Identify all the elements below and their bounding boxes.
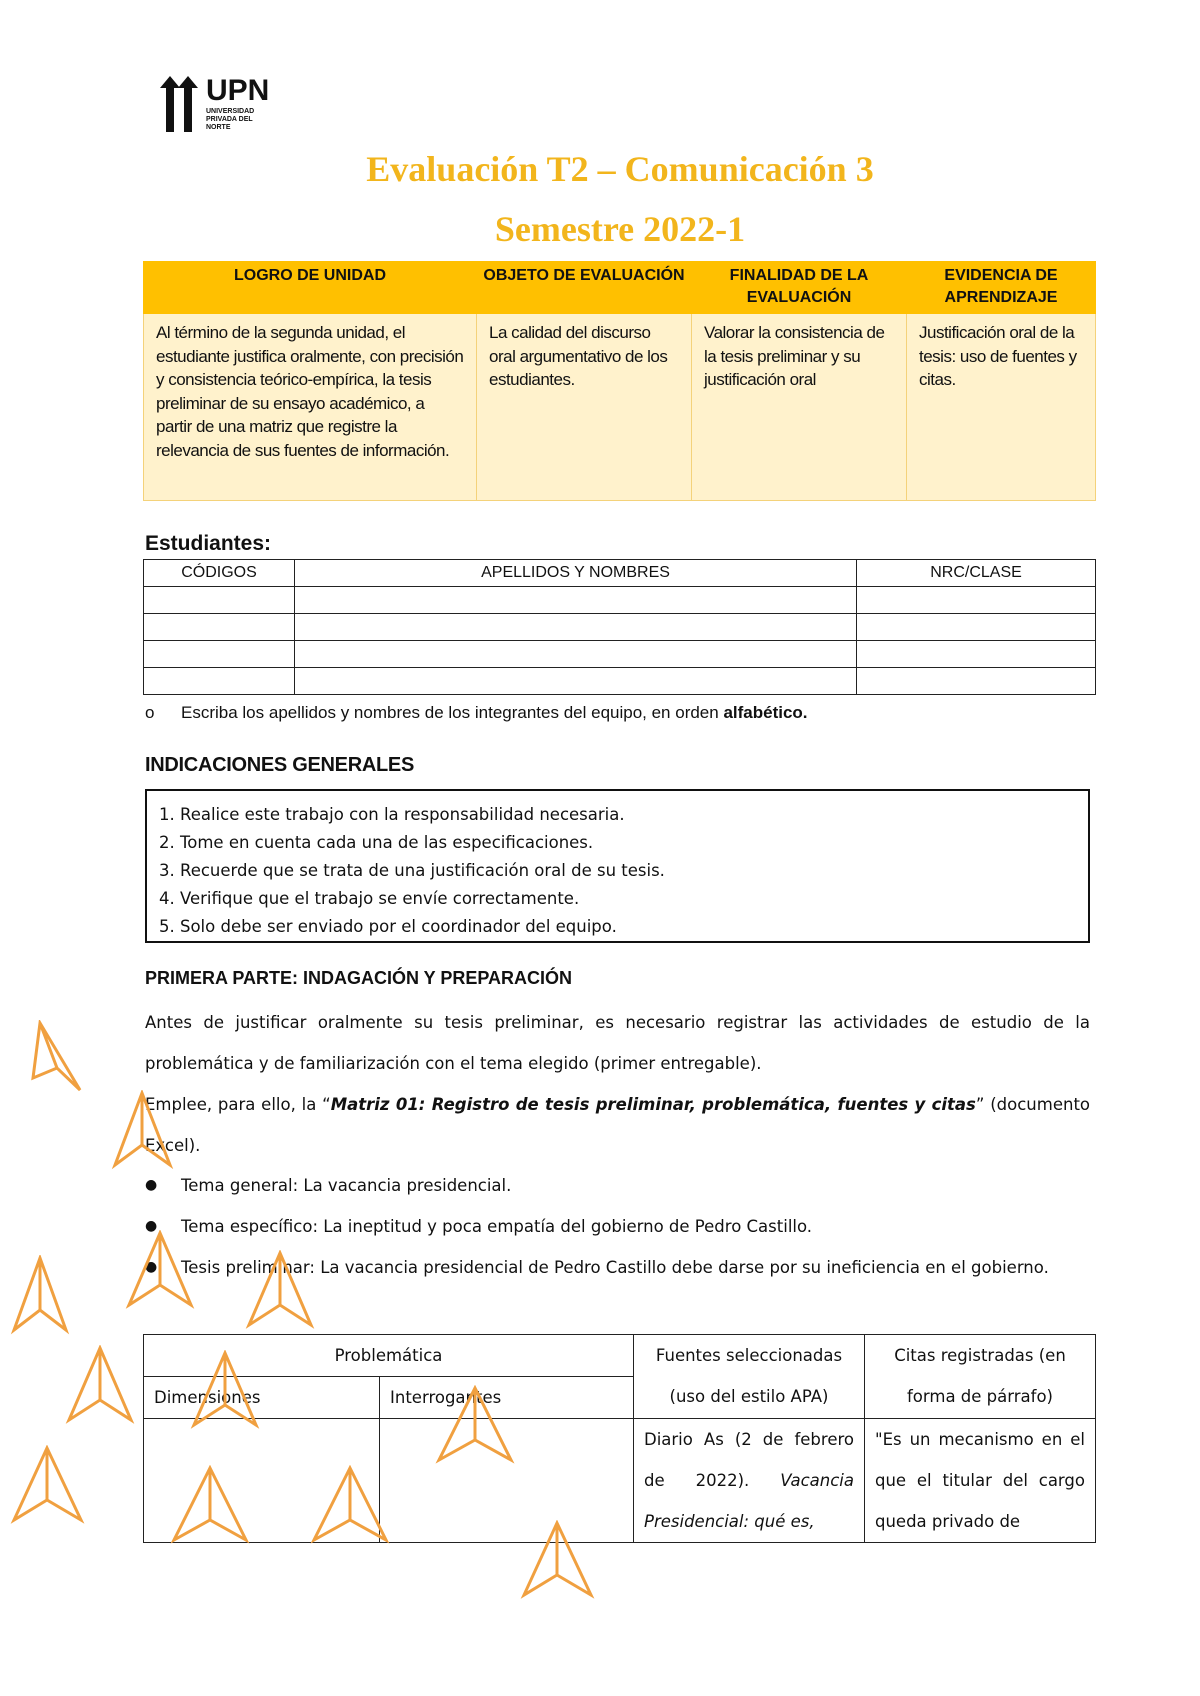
logro-header: LOGRO DE UNIDAD xyxy=(144,262,477,314)
students-note xyxy=(145,703,808,723)
list-item xyxy=(145,1206,1090,1247)
triangle-arrow-icon xyxy=(110,1090,175,1170)
indicaciones-box xyxy=(145,789,1090,943)
citas-header: Citas registradas (en forma de párrafo) xyxy=(865,1335,1096,1419)
codigo-cell[interactable] xyxy=(144,587,295,614)
triangle-arrow-icon xyxy=(435,1385,515,1465)
logro-table xyxy=(143,261,1096,501)
triangle-arrow-icon xyxy=(245,1250,315,1330)
nrc-cell[interactable] xyxy=(857,668,1096,695)
bullet-text: La vacancia presidencial. xyxy=(298,1176,512,1195)
evidencia-header: EVIDENCIA DE APRENDIZAJE xyxy=(907,262,1096,314)
triangle-arrow-icon xyxy=(30,1020,85,1095)
matriz-name: Matriz 01: Registro de tesis preliminar, problemática, fuentes y citas xyxy=(330,1095,976,1114)
objeto-cell: La calidad del discurso oral argumentativo de los estudiantes. xyxy=(477,314,692,501)
emplee-paragraph xyxy=(145,1084,1090,1166)
logo-subtitle: UNIVERSIDAD PRIVADA DEL NORTE xyxy=(206,108,255,131)
triangle-arrow-icon xyxy=(520,1520,595,1600)
students-table xyxy=(143,559,1096,695)
emplee-pre: Emplee, para ello, la “ xyxy=(145,1095,331,1114)
list-item: 4. Verifique que el trabajo se envíe correctamente. xyxy=(159,889,580,908)
problematica-table xyxy=(143,1334,1096,1543)
fuente-cell xyxy=(634,1419,865,1543)
codigo-cell[interactable] xyxy=(144,668,295,695)
bullet-text: La ineptitud y poca empatía del gobierno de Pedro Castillo. xyxy=(318,1217,813,1236)
interrogantes-header: Interrogantes xyxy=(380,1377,634,1419)
note-text: Escriba los apellidos y nombres de los integrantes del equipo, en orden xyxy=(181,703,724,722)
logo-text: UPN xyxy=(206,74,270,107)
students-label: Estudiantes: xyxy=(145,532,272,555)
bullet-label: Tesis preliminar: xyxy=(181,1258,315,1277)
list-item xyxy=(145,1165,1090,1206)
list-item: 2. Tome en cuenta cada una de las especificaciones. xyxy=(159,833,594,852)
nrc-header: NRC/CLASE xyxy=(857,560,1096,587)
table-row xyxy=(144,614,1096,641)
triangle-arrow-icon xyxy=(10,1255,70,1335)
list-item: 3. Recuerde que se trata de una justificación oral de su tesis. xyxy=(159,861,665,880)
triangle-arrow-icon xyxy=(170,1465,250,1545)
nombre-cell[interactable] xyxy=(295,587,857,614)
table-row xyxy=(144,668,1096,695)
bullet-icon: ● xyxy=(145,1259,158,1275)
nombre-cell[interactable] xyxy=(295,614,857,641)
nombre-cell[interactable] xyxy=(295,641,857,668)
finalidad-cell: Valorar la consistencia de la tesis preliminar y su justificación oral xyxy=(692,314,907,501)
cita-cell: "Es un mecanismo en el que el titular del cargo queda privado de xyxy=(865,1419,1096,1543)
dimensiones-header: Dimensiones xyxy=(144,1377,380,1419)
primera-parte-title: PRIMERA PARTE: INDAGACIÓN Y PREPARACIÓN xyxy=(145,968,573,988)
bullet-text: La vacancia presidencial de Pedro Castillo debe darse por su ineficiencia en el gobierno. xyxy=(314,1258,1049,1277)
nrc-cell[interactable] xyxy=(857,641,1096,668)
note-bullet: o xyxy=(145,703,155,722)
emplee-post: ” (documento Excel). xyxy=(145,1095,1091,1155)
note-bold: alfabético. xyxy=(723,703,808,722)
table-row xyxy=(144,641,1096,668)
triangle-arrow-icon xyxy=(190,1350,260,1430)
intro-paragraph: Antes de justificar oralmente su tesis preliminar, es necesario registrar las actividades de estudio de la problemática y de familiarización con el tema elegido (primer entregable). xyxy=(145,1013,1090,1073)
fuentes-header: Fuentes seleccionadas (uso del estilo APA) xyxy=(634,1335,865,1419)
nrc-cell[interactable] xyxy=(857,587,1096,614)
logro-cell: Al término de la segunda unidad, el estudiante justifica oralmente, con precisión y consistencia teórico-empírica, la tesis preliminar de su ensayo académico, a partir de una matriz que registre la relevancia de sus fuentes de información. xyxy=(144,314,477,501)
list-item: 5. Solo debe ser enviado por el coordinador del equipo. xyxy=(159,917,617,936)
triangle-arrow-icon xyxy=(10,1445,85,1525)
bullet-label: Tema específico: xyxy=(181,1217,319,1236)
triangle-arrow-icon xyxy=(125,1230,195,1310)
codigo-cell[interactable] xyxy=(144,614,295,641)
bullet-icon: ● xyxy=(145,1218,158,1234)
finalidad-header: FINALIDAD DE LA EVALUACIÓN xyxy=(692,262,907,314)
objeto-header: OBJETO DE EVALUACIÓN xyxy=(477,262,692,314)
triangle-arrow-icon xyxy=(65,1345,135,1425)
bullet-icon: ● xyxy=(145,1177,158,1193)
fuente-text: Diario As (2 de febrero de 2022). xyxy=(644,1430,854,1490)
nombre-cell[interactable] xyxy=(295,668,857,695)
bullet-label: Tema general: xyxy=(181,1176,299,1195)
page-title: Evaluación T2 – Comunicación 3 xyxy=(366,149,874,189)
nombres-header: APELLIDOS Y NOMBRES xyxy=(295,560,857,587)
triangle-arrow-icon xyxy=(310,1465,390,1545)
evidencia-cell: Justificación oral de la tesis: uso de fuentes y citas. xyxy=(907,314,1096,501)
semester-title: Semestre 2022-1 xyxy=(494,209,746,249)
fuente-title: Vacancia Presidencial: qué es, xyxy=(644,1471,854,1531)
nrc-cell[interactable] xyxy=(857,614,1096,641)
table-row xyxy=(144,587,1096,614)
indicaciones-title: INDICACIONES GENERALES xyxy=(145,754,414,776)
codigo-cell[interactable] xyxy=(144,641,295,668)
list-item: 1. Realice este trabajo con la responsabilidad necesaria. xyxy=(159,805,625,824)
problematica-header: Problemática xyxy=(144,1335,634,1377)
codigos-header: CÓDIGOS xyxy=(144,560,295,587)
